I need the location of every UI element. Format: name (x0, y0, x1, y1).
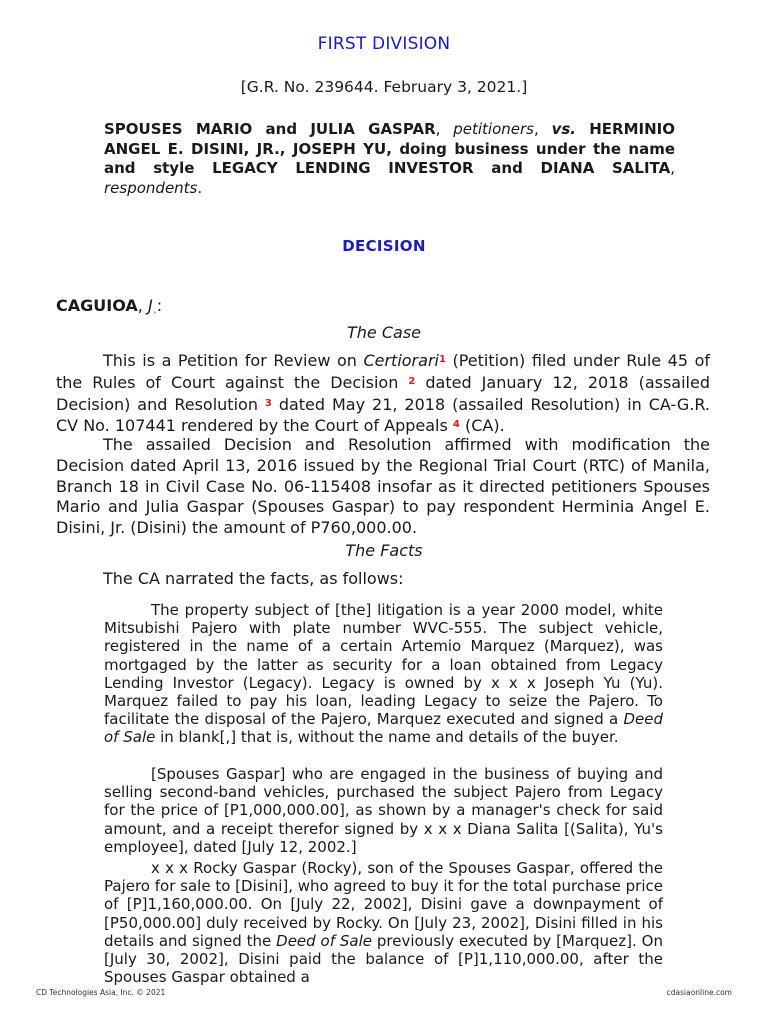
paragraph-petition (56, 350, 710, 437)
quote-text: The property subject of [the] litigation is a year 2000 model, white Mitsubishi Pajero with plate number WVC-555. The subject vehicle, registered in the name of a certain Artemio Marquez (Marquez), was mortgaged by the latter as security for a loan obtained from Legacy Lending Investor (Legacy). Legacy is owned by x x x Joseph Yu (Yu). Marquez failed to pay his loan, leading Legacy to seize the Pajero. To facilitate the disposal of the Pajero, Marquez executed and signed a (104, 601, 663, 729)
quote-text: x x x Rocky Gaspar (Rocky), son of the Spouses Gaspar, offered the Pajero for sale to [Disini], who agreed to buy it for the total purchase price of [P]1,160,000.00. On [July 22, 2002], Disini gave a downpayment of [P50,000.00] duly received by Rocky. On [July 23, 2002], Disini filled in his details and signed the (104, 859, 663, 950)
parties-comma: , (435, 120, 454, 138)
footer-website: cdasiaonline.com (666, 988, 732, 997)
paragraph-text: (CA). (459, 416, 505, 436)
quote-paragraph-1 (104, 601, 663, 747)
deed-of-sale-term: Deed of Sale (104, 710, 663, 747)
certiorari-term: Certiorari (363, 351, 439, 370)
quote-paragraph-2: [Spouses Gaspar] who are engaged in the business of buying and selling second-band vehicles, purchased the subject Pajero from Legacy for the price of [P1,000,000.00], as shown by a manager's check for said amount, and a receipt therefor signed by x x x Diana Salita [(Salita), Yu's employee], dated [July 12, 2002.] (104, 765, 663, 856)
petitioners-label: petitioners (453, 120, 534, 138)
versus-label: vs. (551, 120, 576, 138)
ponente-title: J (147, 296, 153, 315)
footer-copyright: CD Technologies Asia, Inc. © 2021 (36, 988, 166, 997)
ponente-mark: • (152, 309, 157, 318)
parties-comma: , (670, 159, 675, 177)
ponente-separator: , (137, 296, 148, 315)
paragraph-assailed-decision: The assailed Decision and Resolution affirmed with modification the Decision dated April 13, 2016 issued by the Regional Trial Court (RTC) of Manila, Branch 18 in Civil Case No. 06-115408 insofar as it directed petitioners Spouses Mario and Julia Gaspar (Spouses Gaspar) to pay respondent Herminia Angel E. Disini, Jr. (Disini) the amount of P760,000.00. (56, 435, 710, 538)
paragraph-text: dated January 12, 2018 (assailed Decision) and Resolution (56, 372, 711, 414)
footnote-link-2[interactable]: 2 (408, 375, 416, 387)
quote-paragraph-3 (104, 859, 663, 986)
respondents-label: respondents (104, 178, 198, 197)
parties-period: . (197, 178, 203, 197)
case-parties (104, 120, 675, 198)
petitioners-names: SPOUSES MARIO and JULIA GASPAR (104, 120, 436, 138)
footnote-link-1[interactable]: 1 (438, 354, 446, 365)
parties-comma: , (533, 120, 552, 138)
footnote-link-4[interactable]: 4 (452, 419, 460, 431)
deed-of-sale-term: Deed of Sale (276, 931, 373, 950)
ponente-name: CAGUIOA (56, 296, 138, 315)
ponente-colon: : (156, 296, 163, 315)
case-number: [G.R. No. 239644. February 3, 2021.] (240, 78, 528, 96)
section-heading-the-case: The Case (347, 323, 421, 342)
quote-text: previously executed by [Marquez]. On [July 30, 2002], Disini paid the balance of [P]1,110,000.00, after the Spouses Gaspar obtained a (104, 931, 663, 987)
ponente (56, 296, 162, 317)
footnote-link-3[interactable]: 3 (264, 397, 272, 409)
section-heading-the-facts: The Facts (345, 541, 423, 560)
paragraph-text: dated May 21, 2018 (assailed Resolution) in CA-G.R. CV No. 107441 rendered by the Court of Appeals (56, 394, 710, 436)
paragraph-text: This is a Petition for Review on (103, 351, 364, 370)
paragraph-ca-narration: The CA narrated the facts, as follows: (103, 569, 404, 588)
quote-text: in blank[,] that is, without the name and details of the buyer. (155, 728, 619, 747)
paragraph-text: (Petition) filed under Rule 45 of the Rules of Court against the Decision (56, 351, 711, 392)
respondents-names: HERMINIO ANGEL E. DISINI, JR., JOSEPH YU, doing business under the name and style LEGACY LENDING INVESTOR and DIANA SALITA (104, 120, 676, 177)
division-heading: FIRST DIVISION (317, 34, 451, 54)
decision-title: DECISION (342, 237, 426, 255)
